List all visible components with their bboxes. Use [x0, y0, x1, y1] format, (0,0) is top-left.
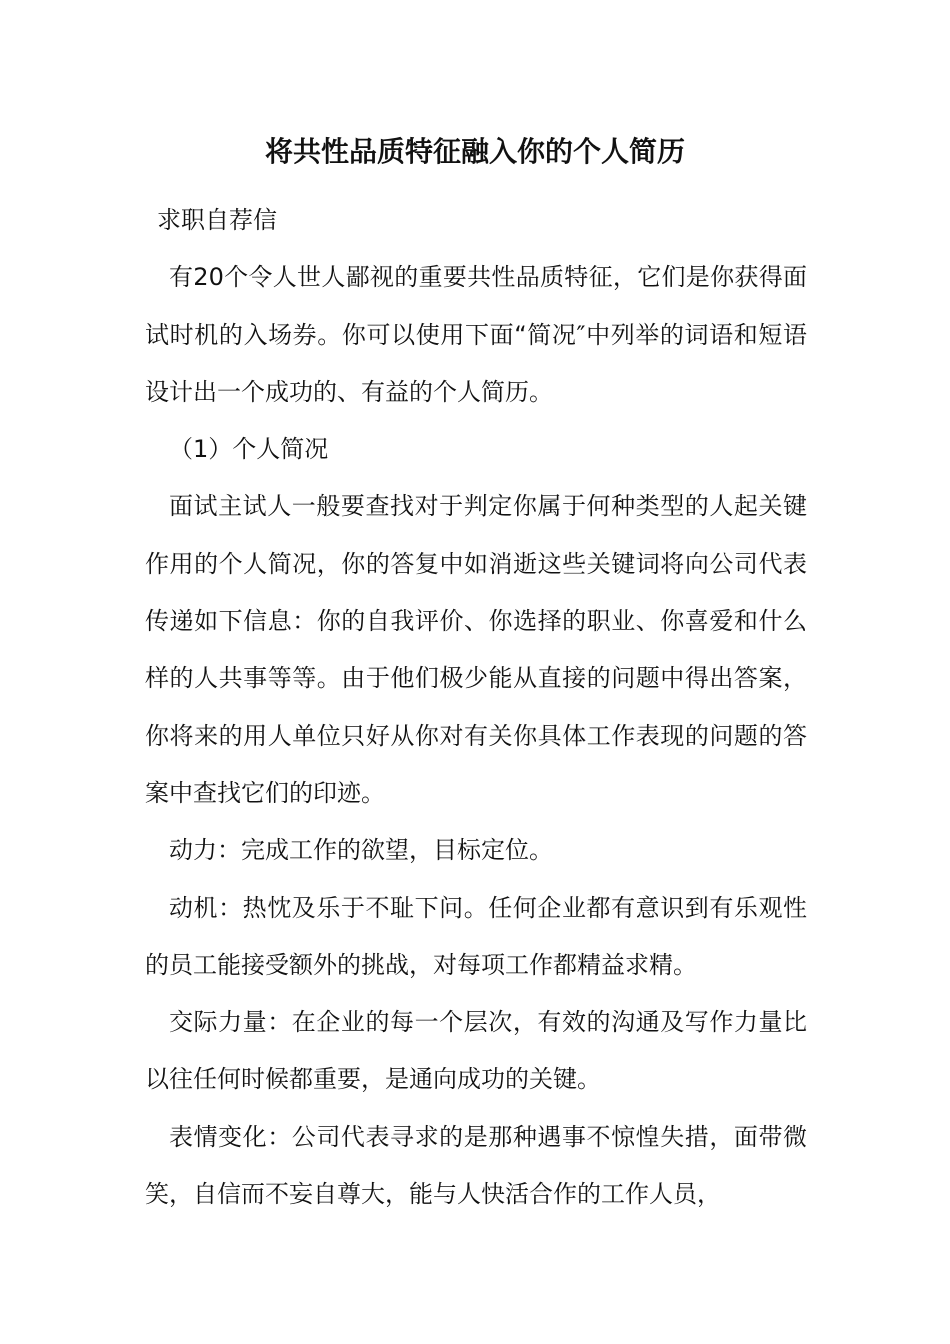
paragraph-intro: 有20个令人世人鄙视的重要共性品质特征，它们是你获得面试时机的入场券。你可以使用下面“简况″中列举的词语和短语设计出一个成功的、有益的个人简历。: [145, 263, 807, 406]
paragraph-drive: 动力：完成工作的欲望，目标定位。: [169, 836, 553, 865]
paragraph-profile: 面试主试人一般要查找对于判定你属于何种类型的人起关键作用的个人简况，你的答复中如消逝这些关键词将向公司代表传递如下信息：你的自我评价、你选择的职业、你喜爱和什么样的人共事等等。由于他们极少能从直接的问题中得出答案，你将来的用人单位只好从你对有关你具体工作表现的问题的答案中查找它们的印迹。: [145, 492, 807, 807]
paragraph-expression: 表情变化：公司代表寻求的是那种遇事不惊惶失措，面带微笑，自信而不妄自尊大，能与人快活合作的工作人员，: [145, 1122, 807, 1209]
document-title: 将共性品质特征融入你的个人简历: [264, 135, 685, 168]
paragraph-section-heading: （1）个人简况: [169, 435, 329, 464]
document-body: [145, 192, 807, 1223]
paragraph-heading-letter: 求职自荐信: [157, 206, 277, 234]
paragraph-motivation: 动机：热忱及乐于不耻下问。任何企业都有意识到有乐观性的员工能接受额外的挑战，对每项工作都精益求精。: [145, 893, 807, 979]
paragraph-communication: 交际力量：在企业的每一个层次，有效的沟通及写作力量比以往任何时候都重要，是通向成功的关键。: [145, 1008, 807, 1094]
